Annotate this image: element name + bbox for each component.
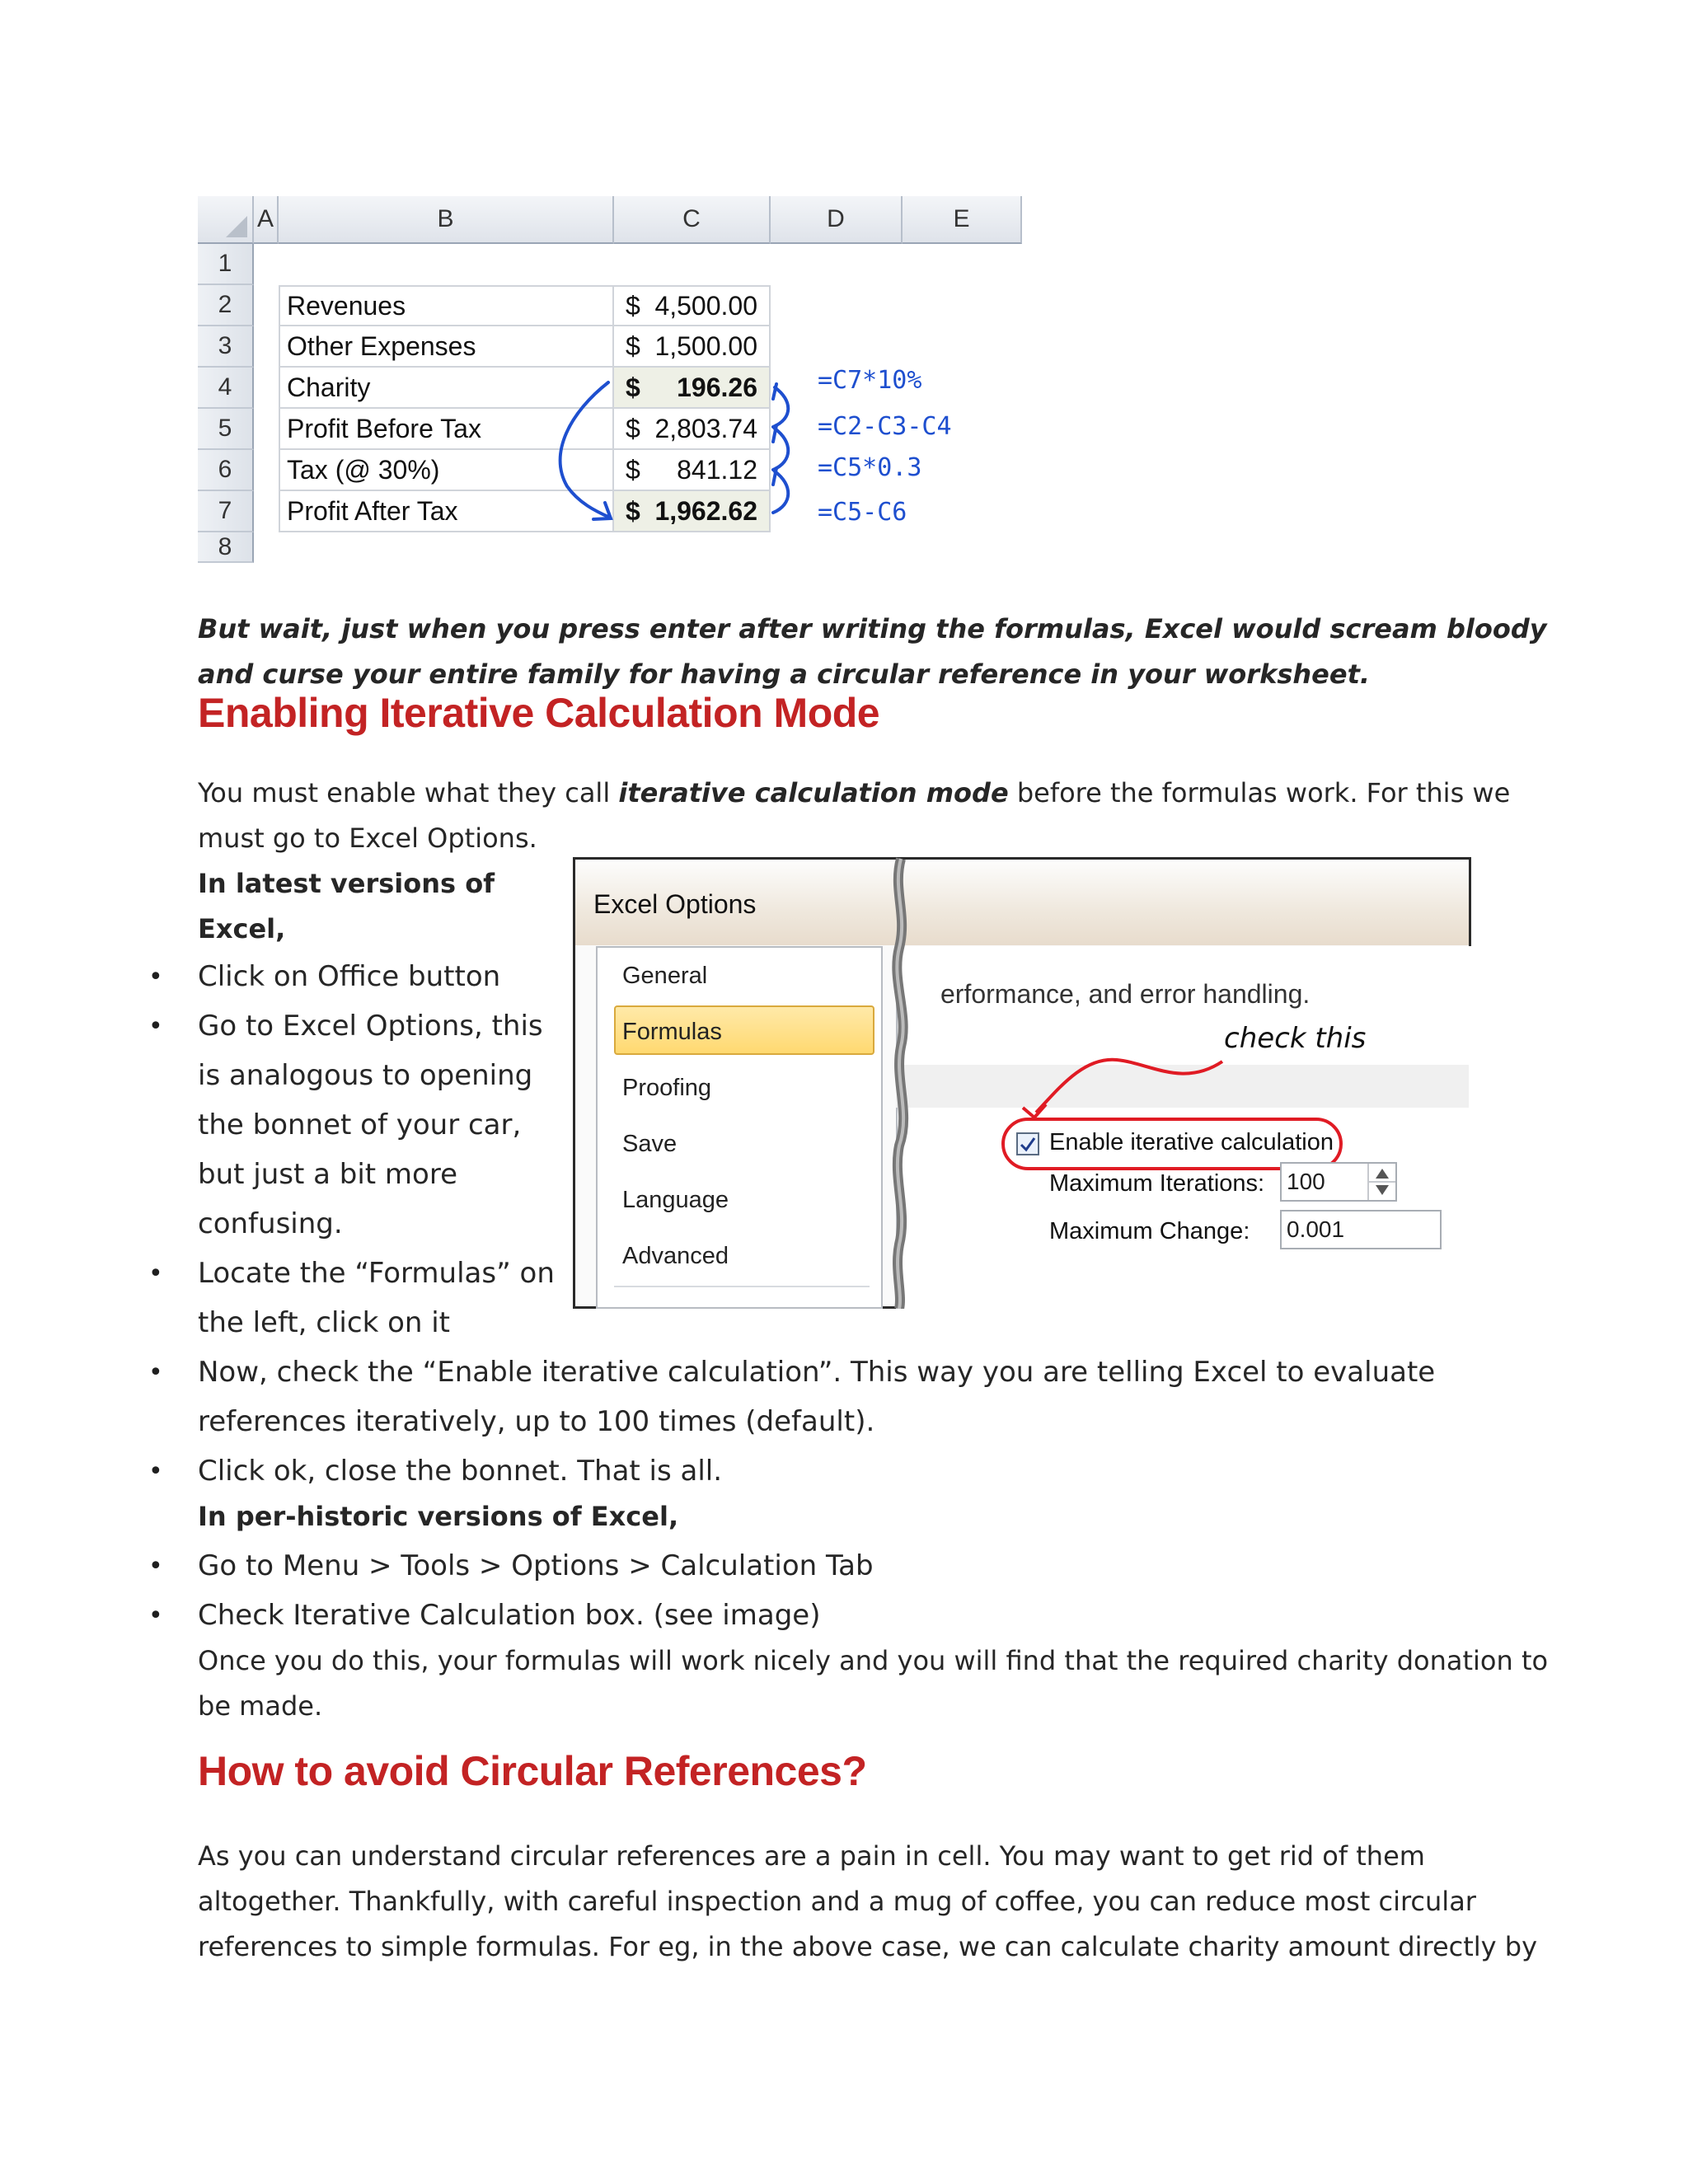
cell-value — [614, 285, 771, 326]
cell-label: Revenues — [279, 285, 614, 326]
dialog-title: Excel Options — [593, 889, 757, 919]
section1-paragraph — [198, 771, 1510, 816]
brace-arrow — [773, 429, 788, 470]
paragraph-text: You must enable what they call — [198, 777, 619, 808]
row-header: 5 — [198, 409, 254, 450]
nav-item-formulas[interactable]: Formulas — [622, 1019, 722, 1045]
column-header-b: B — [279, 196, 614, 244]
cell-label: Other Expenses — [279, 326, 614, 368]
nav-divider — [614, 1286, 870, 1287]
bullet-dot: • — [148, 963, 163, 991]
cell-value-charity — [614, 368, 771, 409]
dialog-title-bar — [575, 860, 1469, 945]
list-item-continued: confusing. — [198, 1207, 343, 1240]
latest-versions-label: In latest versions of — [198, 868, 495, 899]
list-item: Now, check the “Enable iterative calculation”. This way you are telling Excel to evaluate — [198, 1356, 1436, 1389]
outro-line-1: Once you do this, your formulas will work nicely and you will find that the required charity donation to — [198, 1645, 1549, 1676]
list-item: Check Iterative Calculation box. (see image) — [198, 1599, 821, 1632]
section2-line-2: altogether. Thankfully, with careful inspection and a mug of coffee, you can reduce most circular — [198, 1886, 1476, 1917]
nav-item-general[interactable]: General — [622, 963, 708, 989]
column-header-a: A — [254, 196, 279, 244]
currency-symbol: $ — [626, 495, 640, 526]
intro-line-2: and curse your entire family for having a circular reference in your worksheet. — [198, 658, 1371, 690]
historic-versions-label: In per-historic versions of Excel, — [198, 1501, 679, 1532]
row-header: 4 — [198, 368, 254, 409]
list-item: Click ok, close the bonnet. That is all. — [198, 1455, 723, 1488]
options-nav-pane — [596, 946, 883, 1309]
spinner-arrows-icon — [1369, 1164, 1395, 1200]
column-header-e: E — [903, 196, 1022, 244]
arrow-head — [773, 468, 776, 485]
max-iterations-input[interactable]: 100 — [1280, 1162, 1397, 1202]
currency-symbol: $ — [626, 372, 640, 402]
corner-triangle-icon — [224, 214, 249, 239]
arrow-head — [773, 384, 776, 399]
cell-value — [614, 450, 771, 491]
nav-item-advanced[interactable]: Advanced — [622, 1243, 729, 1269]
outro-line-2: be made. — [198, 1690, 323, 1722]
cell-amount: 841.12 — [677, 454, 757, 485]
select-all-corner — [198, 196, 254, 244]
nav-item-proofing[interactable]: Proofing — [622, 1075, 712, 1101]
row-header: 8 — [198, 532, 254, 563]
row-header: 7 — [198, 491, 254, 532]
list-item: Click on Office button — [198, 960, 501, 993]
cell-label: Profit After Tax — [279, 491, 614, 532]
paragraph-emphasis: iterative calculation mode — [618, 777, 1009, 808]
currency-symbol: $ — [626, 413, 640, 443]
check-this-annotation: check this — [1224, 1022, 1367, 1055]
formula-annotation: =C7*10% — [818, 366, 922, 395]
torn-edge-divider — [878, 857, 927, 1309]
list-item-continued: references iteratively, up to 100 times (default). — [198, 1405, 875, 1438]
max-iterations-label: Maximum Iterations: — [1049, 1170, 1265, 1197]
nav-item-language[interactable]: Language — [622, 1187, 729, 1213]
bullet-dot: • — [148, 1457, 163, 1486]
formula-annotation: =C5-C6 — [818, 498, 907, 527]
cell-amount: 4,500.00 — [654, 290, 757, 321]
list-item: Go to Excel Options, this — [198, 1010, 543, 1043]
intro-line-1: But wait, just when you press enter after writing the formulas, Excel would scream bloody — [198, 613, 1547, 644]
section2-line-1: As you can understand circular references are a pain in cell. You may want to get rid of them — [198, 1840, 1425, 1872]
heading-enabling-iterative: Enabling Iterative Calculation Mode — [198, 690, 880, 736]
bullet-dot: • — [148, 1552, 163, 1581]
latest-versions-label: Excel, — [198, 913, 286, 944]
row-header: 3 — [198, 326, 254, 368]
list-item: Go to Menu > Tools > Options > Calculation Tab — [198, 1549, 874, 1582]
list-item-continued: is analogous to opening — [198, 1059, 533, 1092]
row-header: 2 — [198, 285, 254, 326]
spreadsheet-figure — [198, 196, 1022, 563]
enable-iterative-checkbox[interactable] — [1016, 1132, 1039, 1155]
checkmark-icon — [1019, 1135, 1037, 1153]
section-header-fragment: erformance, and error handling. — [940, 979, 1311, 1009]
formula-annotation: =C5*0.3 — [818, 453, 922, 482]
section-header-strip — [896, 1065, 1469, 1108]
cell-amount: 196.26 — [677, 372, 757, 402]
heading-avoid-circular: How to avoid Circular References? — [198, 1748, 867, 1794]
bullet-dot: • — [148, 1358, 163, 1387]
currency-symbol: $ — [626, 454, 640, 485]
enable-iterative-label[interactable]: Enable iterative calculation — [1049, 1129, 1334, 1155]
max-change-label: Maximum Change: — [1049, 1218, 1250, 1244]
cell-label: Charity — [279, 368, 614, 409]
cell-value — [614, 326, 771, 368]
currency-symbol: $ — [626, 290, 640, 321]
arrow-head — [773, 425, 776, 442]
max-iterations-spinner[interactable] — [1367, 1164, 1397, 1200]
brace-arrow — [773, 471, 788, 513]
brace-arrow — [773, 387, 788, 427]
nav-item-save[interactable]: Save — [622, 1131, 678, 1157]
cell-amount: 1,500.00 — [654, 330, 757, 361]
list-item-continued: but just a bit more — [198, 1158, 457, 1191]
cell-value — [614, 409, 771, 450]
section2-line-3: references to simple formulas. For eg, in the above case, we can calculate charity amount directly by — [198, 1931, 1538, 1962]
cell-label: Profit Before Tax — [279, 409, 614, 450]
cell-amount: 2,803.74 — [654, 413, 757, 443]
section1-paragraph-line2: must go to Excel Options. — [198, 823, 537, 854]
column-header-c: C — [614, 196, 771, 244]
cell-value-profit-after-tax — [614, 491, 771, 532]
formula-annotation: =C2-C3-C4 — [818, 412, 952, 441]
column-header-d: D — [771, 196, 903, 244]
bullet-dot: • — [148, 1259, 163, 1288]
cell-amount: 1,962.62 — [654, 495, 757, 526]
bullet-dot: • — [148, 1012, 163, 1041]
max-change-input[interactable]: 0.001 — [1280, 1210, 1442, 1249]
list-item: Locate the “Formulas” on — [198, 1257, 555, 1290]
row-header: 1 — [198, 244, 254, 285]
list-item-continued: the bonnet of your car, — [198, 1108, 522, 1141]
paragraph-text: before the formulas work. For this we — [1008, 777, 1511, 808]
cell-label: Tax (@ 30%) — [279, 450, 614, 491]
excel-options-dialog-screenshot — [573, 857, 1471, 1309]
row-header: 6 — [198, 450, 254, 491]
list-item-continued: the left, click on it — [198, 1306, 450, 1339]
bullet-dot: • — [148, 1601, 163, 1630]
currency-symbol: $ — [626, 330, 640, 361]
